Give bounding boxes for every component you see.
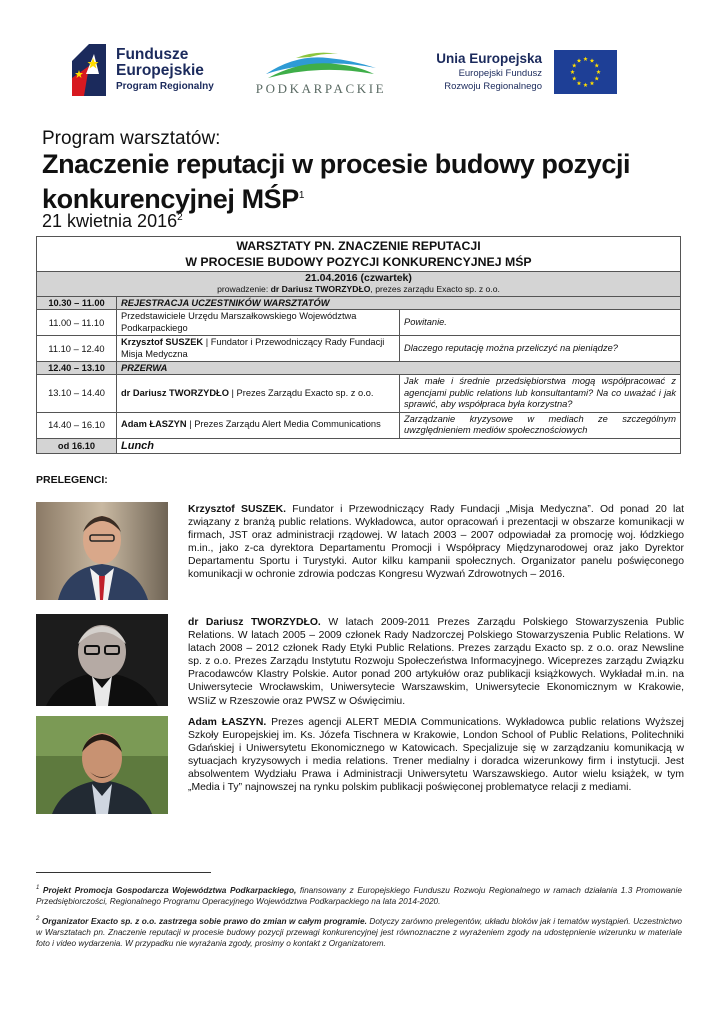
ue-logo-line2: Europejski Fundusz	[458, 68, 542, 79]
schedule-table	[36, 236, 681, 454]
schedule-heading-row	[37, 237, 681, 272]
podkarpackie-text: PODKARPACKIE	[255, 81, 387, 96]
row-time: 10.30 – 11.00	[37, 297, 117, 310]
row-topic: Powitanie.	[400, 310, 681, 336]
fundusze-europejskie-logo	[72, 44, 222, 98]
podkarpackie-logo	[248, 50, 394, 100]
table-row	[37, 438, 681, 453]
row-speaker: Przedstawiciele Urzędu Marszałkowskiego Województwa Podkarpackiego	[117, 310, 400, 336]
speaker-bio-suszek: Krzysztof SUSZEK. Fundator i Przewodniczący Rady Fundacji „Misja Medyczna”. Od ponad 20 lat związany z branżą public relations. Wykładowca, autor opracowań i prezentacji w obszarze komunikacji w firmach, JST oraz administracji rządowej. W latach 2003 – 2007 odpowiadał za promocję woj. łódzkiego m.in., jako z-ca dyrektora Departamentu Promocji i Współpracy Międzynarodowej oraz jako Dyrektor Departamentu Sportu i Turystyki. Autor kilku kampanii społecznych. Organizator panelu poświęconego komunikacji w ochronie zdrowia podczas Kongresu Wyzwań Zdrowotnych – 2016.	[188, 504, 684, 581]
moderator-name: dr Dariusz TWORZYDŁO	[270, 284, 371, 294]
table-row	[37, 336, 681, 362]
row-topic: Dlaczego reputację można przeliczyć na pieniądze?	[400, 336, 681, 362]
table-row	[37, 310, 681, 336]
table-row	[37, 375, 681, 413]
ue-logo-line3: Rozwoju Regionalnego	[444, 81, 542, 92]
row-topic: Zarządzanie kryzysowe w mediach ze szczególnym uwzględnieniem mediów społecznościowych	[400, 412, 681, 438]
row-label: Lunch	[117, 438, 681, 453]
event-date	[42, 211, 183, 232]
row-label: PRZERWA	[117, 362, 681, 375]
speakers-heading: PRELEGENCI:	[36, 474, 108, 486]
speaker-bio-laszyn: Adam ŁASZYN. Prezes agencji ALERT MEDIA Communications. Wykładowca public relations Wyższej Szkoły Europejskiej im. Ks. Józefa Tischnera w Krakowie, London School of Public Relations, Politechniki Gdańskiej i Uniwersytetu Ekonomicznego w Katowicach. Specjalizuje się w zarządzaniu komunikacją w sytuacjach kryzysowych i media relations. Trener medialny i doradca wizerunkowy firm i instytucji. Jest absolwentem Wydziału Prawa i Administracji Uniwersytetu Warszawskiego. Autor wielu książek, w tym „Media i Ty” najnowszej na rynku polskim publikacji poświęconej problematyce relacji z mediami.	[188, 717, 684, 794]
date-footnote-ref[interactable]: 2	[177, 212, 183, 223]
page-title	[42, 148, 702, 215]
program-label: Program warsztatów:	[42, 128, 221, 149]
schedule-heading-line1: WARSZTATY PN. ZNACZENIE REPUTACJI	[236, 239, 481, 253]
schedule-date-row	[37, 272, 681, 297]
row-topic: Jak małe i średnie przedsiębiorstwa mogą współpracować z agencjami public relations lub konsultantami? Na co uważać i jak sprawić, aby współpraca była korzystna?	[400, 375, 681, 413]
row-speaker: Adam ŁASZYN | Prezes Zarządu Alert Media Communications	[117, 412, 400, 438]
fe-logo-line2: Europejskie	[116, 62, 204, 79]
row-speaker: dr Dariusz TWORZYDŁO | Prezes Zarządu Exacto sp. z o.o.	[117, 375, 400, 413]
speaker-bio-tworzydlo: dr Dariusz TWORZYDŁO. W latach 2009-2011 Prezes Zarządu Polskiego Stowarzyszenia Public Relations. W latach 2005 – 2009 członek Rady Nadzorczej Polskiego Stowarzyszenia Public Relations. W latach 2008 – 2012 członek Rady Etyki Public Relations. Prezes zarządu Exacto sp. z o.o. oraz Newsline sp. z o.o. Prezes Zarządu Instytutu Rozwoju Społeczeństwa Informacyjnego. Wiceprezes zarządu Związku Pracodawców Klastry Polskie. Autor ponad 200 artykułów oraz publikacji książkowych. Wykładał m.in. na Uniwersytecie Wrocławskim, Uniwersytecie Warszawskim, Uniwersytecie Ekonomicznym w Krakowie, WSIiZ w Rzeszowie oraz PWSZ w Oświęcimiu.	[188, 617, 684, 707]
unia-europejska-logo	[430, 49, 620, 97]
row-time: 11.10 – 12.40	[37, 336, 117, 362]
fe-flag-icon	[72, 44, 106, 96]
table-row	[37, 297, 681, 310]
title-line1: Znaczenie reputacji w procesie budowy pozycji	[42, 149, 631, 179]
podkarpackie-mountains-icon	[266, 50, 376, 80]
speaker-portrait-icon	[36, 502, 168, 600]
event-date-text: 21 kwietnia 2016	[42, 211, 178, 231]
schedule-moderator: prowadzenie: dr Dariusz TWORZYDŁO, prezes zarządu Exacto sp. z o.o.	[217, 284, 500, 294]
speaker-photo-suszek	[36, 502, 168, 600]
footnote-1: $^1$ Projekt Promocja Gospodarcza Województwa Podkarpackiego, finansowany z Europejskiego Funduszu Rozwoju Regionalnego w ramach działania 1.3 Promowanie Przedsiębiorczości, Regionalnego Programu Operacyjnego Województwa Podkarpackiego na lata 2014-2020.	[36, 884, 682, 906]
eu-flag-icon	[554, 50, 617, 94]
row-time: 13.10 – 14.40	[37, 375, 117, 413]
row-time: 14.40 – 16.10	[37, 412, 117, 438]
row-time: od 16.10	[37, 438, 117, 453]
schedule-heading-line2: W PROCESIE BUDOWY POZYCJI KONKURENCYJNEJ MŚP	[185, 255, 532, 269]
table-row	[37, 362, 681, 375]
row-time: 11.00 – 11.10	[37, 310, 117, 336]
fe-logo-line3: Program Regionalny	[116, 81, 214, 92]
footnote-divider	[36, 872, 211, 873]
fe-logo-line1: Fundusze	[116, 46, 189, 63]
schedule-date: 21.04.2016 (czwartek)	[305, 272, 412, 284]
speaker-photo-laszyn	[36, 716, 168, 814]
table-row	[37, 412, 681, 438]
speaker-photo-tworzydlo	[36, 614, 168, 706]
row-time: 12.40 – 13.10	[37, 362, 117, 375]
row-speaker: Krzysztof SUSZEK | Fundator i Przewodniczący Rady Fundacji Misja Medyczna	[117, 336, 400, 362]
footnote-2: $^2$ Organizator Exacto sp. z o.o. zastrzega sobie prawo do zmian w całym programie. Dotyczy zarówno prelegentów, układu bloków jak i tematów wystąpień. Uczestnictwo w Warsztatach pn. Znaczenie reputacji w procesie budowy pozycji przewagi konkurencyjnej jest równoznaczne z wyrażeniem zgody na udostępnienie wizerunku w materiale foto i video wydarzenia. W przypadku nie wyrażania zgody, prosimy o kontakt z Organizatorem.	[36, 915, 682, 948]
title-footnote-ref[interactable]: 1	[298, 190, 305, 201]
speaker-portrait-icon	[36, 614, 168, 706]
row-label: REJESTRACJA UCZESTNIKÓW WARSZTATÓW	[117, 297, 681, 310]
ue-logo-title: Unia Europejska	[436, 51, 542, 66]
speaker-portrait-icon	[36, 716, 168, 814]
title-line2: konkurencyjnej MŚP	[42, 184, 299, 214]
